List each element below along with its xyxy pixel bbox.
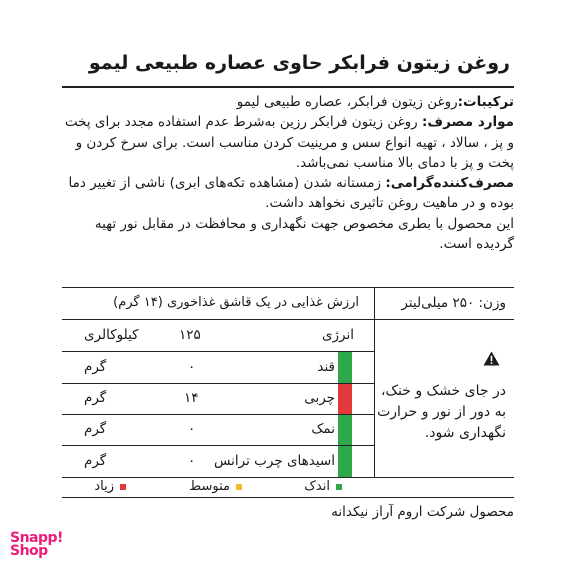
title-divider [62,86,514,88]
nutrient-value: ۰ [188,359,196,375]
consumer-label: مصرف‌کننده‌گرامی: [385,175,514,192]
nutrient-level-indicator [338,384,352,414]
snapp-shop-logo [10,532,70,558]
weight-label: وزن: ۲۵۰ میلی‌لیتر [401,295,506,311]
table-row-rule [62,319,374,320]
legend-swatch [336,484,342,490]
usage-label: موارد مصرف: [422,114,514,131]
legend-label: متوسط [189,479,230,494]
nutrient-value: ۰ [188,421,196,437]
usage-text: روغن زیتون فرابکر رزین به‌شرط عدم استفاده مجدد برای پخت و پز ، سالاد ، تهیه انواع سس و مرینیت کردن مناسب است. برای سرخ کردن و پخت و پز با دمای بالا مناسب نمی‌باشد. [64,114,514,171]
nutrient-value: ۱۲۵ [179,327,201,343]
nutrition-table [62,287,514,505]
table-row-rule [62,351,374,352]
storage-instructions: در جای خشک و خنک، به دور از نور و حرارت نگهداری شود. [377,383,506,441]
nutrient-value: ۰ [188,453,196,469]
ingredients-paragraph [59,92,514,112]
nutrient-level-indicator [338,446,352,477]
nutrient-unit: گرم [84,390,107,406]
table-row-rule [62,383,374,384]
nutrition-header: ارزش غذایی در یک قاشق غذاخوری (۱۴ گرم) [113,295,359,310]
packaging-note: این محصول با بطری مخصوص جهت نگهداری و محافظت در مقابل نور تهیه گردیده است. [94,215,514,253]
nutrient-value: ۱۴ [184,390,199,406]
nutrient-level-indicator [338,352,352,383]
consumer-text: زمستانه شدن (مشاهده تکه‌های ابری) ناشی از تغییر دما بوده و در ماهیت روغن تاثیری نخواهد داشت. [68,175,514,212]
nutrient-level-indicator [338,415,352,445]
usage-paragraph [59,112,514,173]
table-top-rule [62,287,514,288]
ingredients-label: ترکیبات: [457,94,514,110]
nutrient-unit: گرم [84,421,107,437]
table-row-rule [62,477,514,478]
product-title: روغن زیتون فرابکر حاوی عصاره طبیعی لیمو [88,52,510,74]
nutrient-name: نمک [311,421,335,437]
manufacturer-note: محصول شرکت اروم آراز نیکدانه [331,504,514,520]
table-row-rule [62,445,374,446]
legend-swatch [236,484,242,490]
nutrient-unit: گرم [84,453,107,469]
nutrient-unit: گرم [84,359,107,375]
warning-triangle-icon [483,351,500,366]
nutrient-name: انرژی [321,327,354,343]
legend-label: زیاد [94,479,114,494]
legend-item-high [94,479,126,494]
weight-underline [374,319,514,320]
nutrient-name: قند [317,359,335,375]
legend-label: اندک [304,479,330,494]
nutrient-unit: کیلوکالری [84,327,139,343]
consumer-paragraph [59,173,514,214]
ingredients-text: روغن زیتون فرابکر، عصاره طبیعی لیمو [236,94,458,110]
legend-item-medium [189,479,242,494]
logo-line-1: Snapp! [10,530,63,546]
table-bottom-rule [62,497,514,498]
logo-line-2: Shop [10,543,48,559]
legend-item-low [304,479,342,494]
description-block [59,92,514,254]
legend-swatch [120,484,126,490]
nutrient-name: چربی [304,390,335,406]
table-row-rule [62,414,374,415]
nutrient-name: اسیدهای چرب ترانس [213,453,335,469]
